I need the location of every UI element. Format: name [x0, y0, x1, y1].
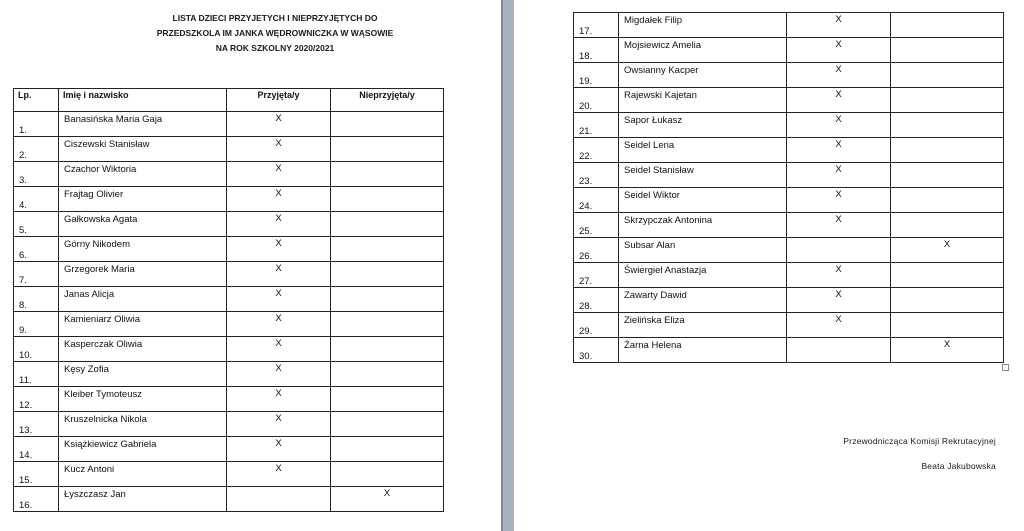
- accepted-mark: X: [787, 313, 891, 338]
- child-name: Kasperczak Oliwia: [59, 337, 227, 362]
- table-row: [574, 313, 1004, 338]
- table-row: [574, 213, 1004, 238]
- document-page-left: [0, 0, 501, 531]
- table-row: [574, 88, 1004, 113]
- child-name: Świergiel Anastazja: [619, 263, 787, 288]
- header-name: Imię i nazwisko: [59, 89, 227, 112]
- table-row: [14, 387, 444, 412]
- table-row: [574, 163, 1004, 188]
- row-number: 14.: [14, 437, 59, 462]
- rejected-mark: [331, 362, 444, 387]
- child-name: Subsar Alan: [619, 238, 787, 263]
- child-name: Kęsy Zofia: [59, 362, 227, 387]
- accepted-mark: X: [227, 387, 331, 412]
- row-number: 8.: [14, 287, 59, 312]
- accepted-mark: X: [227, 462, 331, 487]
- accepted-mark: [787, 238, 891, 263]
- accepted-mark: X: [787, 38, 891, 63]
- child-name: Zawarty Dawid: [619, 288, 787, 313]
- rejected-mark: [331, 212, 444, 237]
- rejected-mark: [331, 437, 444, 462]
- accepted-mark: X: [227, 237, 331, 262]
- child-name: Banasińska Maria Gaja: [59, 112, 227, 137]
- signature-name: Beata Jakubowska: [921, 461, 996, 471]
- children-table-part-2: [573, 12, 1004, 363]
- table-row: [14, 237, 444, 262]
- rejected-mark: [331, 137, 444, 162]
- accepted-mark: X: [787, 88, 891, 113]
- child-name: Janas Alicja: [59, 287, 227, 312]
- row-number: 9.: [14, 312, 59, 337]
- rejected-mark: [331, 287, 444, 312]
- table-resize-handle[interactable]: [1002, 364, 1009, 371]
- row-number: 29.: [574, 313, 619, 338]
- row-number: 4.: [14, 187, 59, 212]
- accepted-mark: X: [787, 113, 891, 138]
- row-number: 6.: [14, 237, 59, 262]
- rejected-mark: [331, 237, 444, 262]
- child-name: Kamieniarz Oliwia: [59, 312, 227, 337]
- row-number: 18.: [574, 38, 619, 63]
- row-number: 30.: [574, 338, 619, 363]
- row-number: 3.: [14, 162, 59, 187]
- table-row: [14, 462, 444, 487]
- accepted-mark: X: [227, 362, 331, 387]
- table-row: [574, 288, 1004, 313]
- accepted-mark: X: [227, 412, 331, 437]
- rejected-mark: [891, 13, 1004, 38]
- accepted-mark: X: [227, 312, 331, 337]
- accepted-mark: X: [227, 112, 331, 137]
- table-row: [574, 63, 1004, 88]
- rejected-mark: [331, 412, 444, 437]
- child-name: Kucz Antoni: [59, 462, 227, 487]
- rejected-mark: [331, 112, 444, 137]
- row-number: 19.: [574, 63, 619, 88]
- rejected-mark: X: [891, 338, 1004, 363]
- row-number: 21.: [574, 113, 619, 138]
- accepted-mark: X: [787, 213, 891, 238]
- row-number: 5.: [14, 212, 59, 237]
- table-row: [14, 437, 444, 462]
- row-number: 17.: [574, 13, 619, 38]
- row-number: 16.: [14, 487, 59, 512]
- rejected-mark: [891, 288, 1004, 313]
- accepted-mark: X: [227, 262, 331, 287]
- rejected-mark: [891, 113, 1004, 138]
- table-row: [14, 337, 444, 362]
- table-row: [14, 162, 444, 187]
- child-name: Czachor Wiktoria: [59, 162, 227, 187]
- row-number: 27.: [574, 263, 619, 288]
- row-number: 23.: [574, 163, 619, 188]
- accepted-mark: X: [227, 162, 331, 187]
- accepted-mark: X: [787, 13, 891, 38]
- child-name: Żarna Helena: [619, 338, 787, 363]
- table-row: [574, 13, 1004, 38]
- row-number: 15.: [14, 462, 59, 487]
- table-row: [574, 188, 1004, 213]
- rejected-mark: [891, 213, 1004, 238]
- table-row: [574, 138, 1004, 163]
- document-title-line-2: PRZEDSZKOLA IM JANKA WĘDROWNICZKA W WĄSOWIE: [156, 28, 394, 38]
- rejected-mark: [891, 313, 1004, 338]
- table-row: [14, 137, 444, 162]
- table-row: [14, 262, 444, 287]
- signature-role: Przewodnicząca Komisji Rekrutacyjnej: [843, 436, 996, 446]
- child-name: Zielińska Eliza: [619, 313, 787, 338]
- child-name: Gałkowska Agata: [59, 212, 227, 237]
- row-number: 24.: [574, 188, 619, 213]
- rejected-mark: [331, 337, 444, 362]
- header-lp: Lp.: [14, 89, 59, 112]
- table-row: [574, 113, 1004, 138]
- document-title-line-1: LISTA DZIECI PRZYJETYCH I NIEPRZYJĘTYCH DO: [172, 13, 378, 23]
- table-row: [14, 412, 444, 437]
- row-number: 12.: [14, 387, 59, 412]
- row-number: 20.: [574, 88, 619, 113]
- table-row: [14, 287, 444, 312]
- row-number: 1.: [14, 112, 59, 137]
- accepted-mark: X: [227, 137, 331, 162]
- accepted-mark: X: [787, 288, 891, 313]
- rejected-mark: [891, 188, 1004, 213]
- child-name: Sapor Łukasz: [619, 113, 787, 138]
- row-number: 11.: [14, 362, 59, 387]
- children-table-part-1: [13, 88, 444, 512]
- accepted-mark: [787, 338, 891, 363]
- child-name: Górny Nikodem: [59, 237, 227, 262]
- accepted-mark: [227, 487, 331, 512]
- rejected-mark: [891, 88, 1004, 113]
- table-row: [14, 112, 444, 137]
- table-row: [14, 312, 444, 337]
- accepted-mark: X: [227, 187, 331, 212]
- rejected-mark: [891, 38, 1004, 63]
- accepted-mark: X: [227, 437, 331, 462]
- row-number: 28.: [574, 288, 619, 313]
- child-name: Seidel Stanisław: [619, 163, 787, 188]
- table-header-row: [14, 89, 444, 112]
- rejected-mark: X: [331, 487, 444, 512]
- header-accepted: Przyjęta/y: [227, 89, 331, 112]
- table-row: [14, 487, 444, 512]
- rejected-mark: [331, 162, 444, 187]
- child-name: Seidel Wiktor: [619, 188, 787, 213]
- table-row: [574, 238, 1004, 263]
- child-name: Kleiber Tymoteusz: [59, 387, 227, 412]
- table-row: [574, 338, 1004, 363]
- accepted-mark: X: [227, 212, 331, 237]
- accepted-mark: X: [787, 263, 891, 288]
- row-number: 26.: [574, 238, 619, 263]
- child-name: Grzegorek Maria: [59, 262, 227, 287]
- accepted-mark: X: [787, 63, 891, 88]
- rejected-mark: [331, 387, 444, 412]
- child-name: Seidel Lena: [619, 138, 787, 163]
- rejected-mark: X: [891, 238, 1004, 263]
- row-number: 25.: [574, 213, 619, 238]
- header-rejected: Nieprzyjęta/y: [331, 89, 444, 112]
- rejected-mark: [331, 262, 444, 287]
- child-name: Mojsiewicz Amelia: [619, 38, 787, 63]
- rejected-mark: [331, 312, 444, 337]
- child-name: Skrzypczak Antonina: [619, 213, 787, 238]
- document-title-line-3: NA ROK SZKOLNY 2020/2021: [215, 43, 335, 53]
- table-row: [574, 38, 1004, 63]
- rejected-mark: [891, 163, 1004, 188]
- child-name: Łyszczasz Jan: [59, 487, 227, 512]
- row-number: 2.: [14, 137, 59, 162]
- accepted-mark: X: [227, 287, 331, 312]
- table-row: [14, 187, 444, 212]
- table-row: [14, 212, 444, 237]
- accepted-mark: X: [787, 138, 891, 163]
- child-name: Frajtag Olivier: [59, 187, 227, 212]
- rejected-mark: [891, 63, 1004, 88]
- rejected-mark: [891, 138, 1004, 163]
- child-name: Ciszewski Stanisław: [59, 137, 227, 162]
- table-row: [14, 362, 444, 387]
- child-name: Kruszelnicka Nikola: [59, 412, 227, 437]
- accepted-mark: X: [787, 188, 891, 213]
- row-number: 7.: [14, 262, 59, 287]
- row-number: 10.: [14, 337, 59, 362]
- accepted-mark: X: [787, 163, 891, 188]
- row-number: 13.: [14, 412, 59, 437]
- document-page-right: [514, 0, 1024, 531]
- child-name: Rajewski Kajetan: [619, 88, 787, 113]
- row-number: 22.: [574, 138, 619, 163]
- child-name: Migdałek Filip: [619, 13, 787, 38]
- page-gutter: [501, 0, 503, 531]
- table-row: [574, 263, 1004, 288]
- rejected-mark: [331, 187, 444, 212]
- rejected-mark: [331, 462, 444, 487]
- child-name: Owsianny Kacper: [619, 63, 787, 88]
- child-name: Książkiewicz Gabriela: [59, 437, 227, 462]
- rejected-mark: [891, 263, 1004, 288]
- accepted-mark: X: [227, 337, 331, 362]
